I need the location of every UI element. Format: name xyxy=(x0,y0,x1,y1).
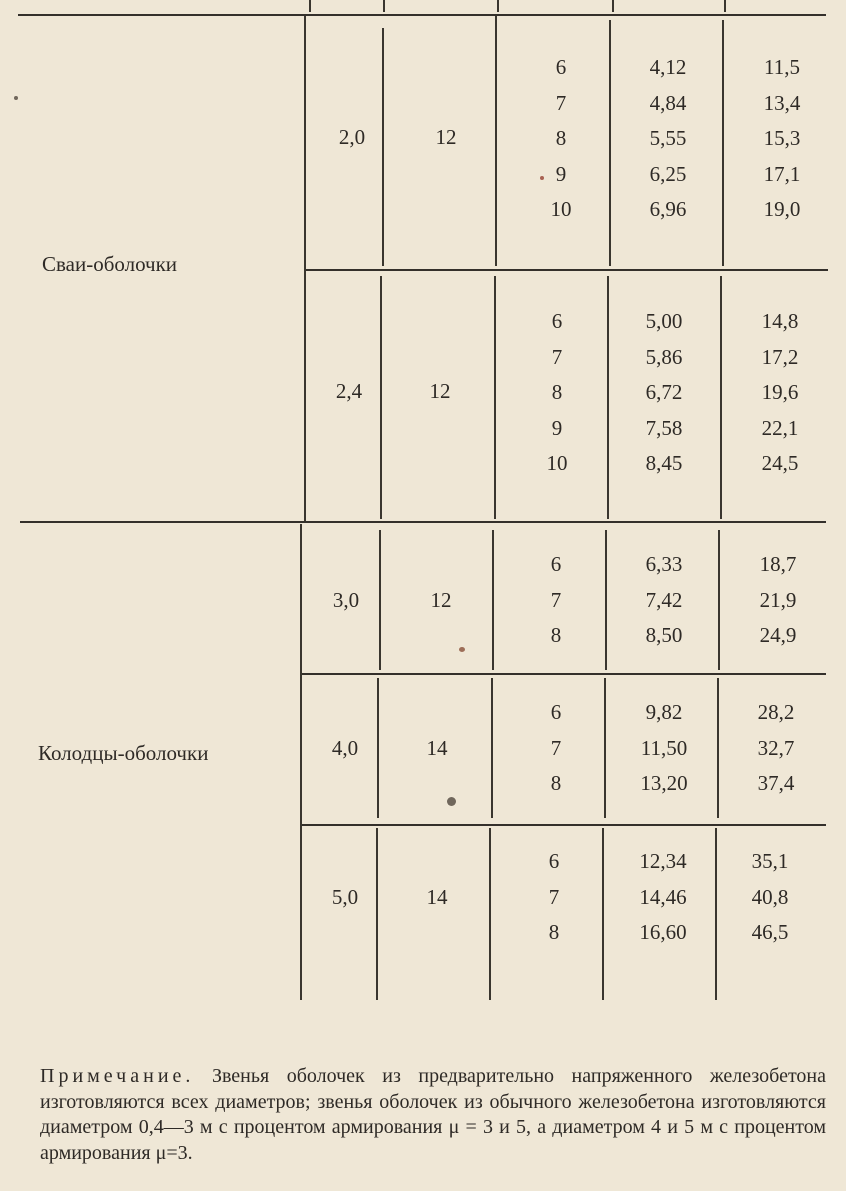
volume-column xyxy=(620,844,706,951)
footnote-text: Звенья оболочек из предварительно напряженного железобетона изготовляются всех диаметров; звенья оболочек из обычного железобетона изготовляются диаметром 0,4—3 м с процентом армирования μ = 3 и 5, а диаметром 4 и 5 м с процентом армирования μ=3. xyxy=(40,1065,827,1164)
column-rule xyxy=(604,678,606,818)
table-top-rule xyxy=(18,14,826,16)
volume-value: 5,00 xyxy=(645,309,683,333)
weight-value: 18,7 xyxy=(759,552,797,576)
weight-value: 40,8 xyxy=(751,884,789,909)
column-rule xyxy=(717,678,719,818)
length-value: 8 xyxy=(551,380,563,404)
volume-value: 6,25 xyxy=(649,161,687,186)
thickness-cell: 14 xyxy=(426,885,448,909)
column-rule xyxy=(605,530,607,670)
weight-column xyxy=(740,547,816,654)
volume-value: 12,34 xyxy=(639,849,687,873)
group-divider xyxy=(20,521,826,523)
column-rule xyxy=(722,20,724,266)
column-rule xyxy=(495,16,497,266)
length-value: 8 xyxy=(550,623,562,647)
column-rule xyxy=(715,828,717,1000)
header-stub xyxy=(383,0,385,12)
weight-value: 15,3 xyxy=(763,126,801,150)
length-value: 8 xyxy=(555,126,567,150)
column-rule xyxy=(382,28,384,266)
length-value: 6 xyxy=(551,309,563,333)
weight-value: 19,6 xyxy=(761,380,799,404)
weight-value: 35,1 xyxy=(751,849,789,873)
column-rule xyxy=(379,530,381,670)
weight-column xyxy=(744,50,820,228)
column-rule xyxy=(720,276,722,519)
thickness-cell: 12 xyxy=(435,125,457,149)
length-value: 8 xyxy=(548,920,560,944)
column-rule xyxy=(300,524,302,1000)
length-value: 8 xyxy=(550,771,562,795)
weight-value: 32,7 xyxy=(757,735,795,760)
length-value: 10 xyxy=(546,451,568,475)
weight-value: 21,9 xyxy=(759,587,797,612)
ink-speck xyxy=(14,96,18,100)
volume-value: 7,42 xyxy=(645,587,683,612)
diameter-cell: 5,0 xyxy=(331,885,359,909)
length-value: 6 xyxy=(555,55,567,79)
volume-value: 8,45 xyxy=(645,451,683,475)
weight-value: 28,2 xyxy=(757,700,795,724)
length-value: 9 xyxy=(551,415,563,440)
column-rule xyxy=(492,530,494,670)
length-value: 7 xyxy=(550,587,562,612)
thickness-cell: 12 xyxy=(429,379,451,403)
block-divider-2-4 xyxy=(306,269,828,271)
group-label: Колодцы-оболочки xyxy=(38,741,209,765)
column-rule xyxy=(609,20,611,266)
volume-value: 4,12 xyxy=(649,55,687,79)
length-column xyxy=(541,50,581,228)
length-value: 6 xyxy=(550,552,562,576)
column-rule xyxy=(304,16,306,521)
column-rule xyxy=(718,530,720,670)
ink-speck xyxy=(447,797,456,806)
thickness-cell: 12 xyxy=(430,588,452,612)
weight-value: 14,8 xyxy=(761,309,799,333)
volume-value: 6,96 xyxy=(649,197,687,221)
length-value: 9 xyxy=(555,161,567,186)
column-rule xyxy=(376,828,378,1000)
column-rule xyxy=(380,276,382,519)
weight-column xyxy=(738,695,814,802)
block-divider-4-0 xyxy=(302,673,826,675)
weight-value: 24,5 xyxy=(761,451,799,475)
thickness-cell: 14 xyxy=(426,736,448,760)
block-divider-5-0 xyxy=(302,824,826,826)
volume-column xyxy=(626,304,702,482)
header-stub xyxy=(309,0,311,12)
volume-value: 6,33 xyxy=(645,552,683,576)
weight-value: 37,4 xyxy=(757,771,795,795)
weight-value: 22,1 xyxy=(761,415,799,440)
volume-value: 4,84 xyxy=(649,90,687,115)
ink-speck xyxy=(540,176,544,180)
volume-column xyxy=(626,547,702,654)
length-value: 7 xyxy=(550,735,562,760)
length-value: 7 xyxy=(555,90,567,115)
volume-value: 5,86 xyxy=(645,344,683,369)
diameter-cell: 2,4 xyxy=(335,379,363,403)
length-column xyxy=(536,695,576,802)
volume-value: 8,50 xyxy=(645,623,683,647)
footnote xyxy=(40,1064,826,1166)
weight-column xyxy=(732,844,808,951)
volume-value: 7,58 xyxy=(645,415,683,440)
volume-column xyxy=(630,50,706,228)
diameter-cell: 4,0 xyxy=(331,736,359,760)
volume-value: 11,50 xyxy=(640,735,688,760)
length-value: 10 xyxy=(550,197,572,221)
column-rule xyxy=(602,828,604,1000)
diameter-cell: 3,0 xyxy=(332,588,360,612)
column-rule xyxy=(491,678,493,818)
length-value: 7 xyxy=(548,884,560,909)
volume-value: 14,46 xyxy=(639,884,687,909)
weight-value: 24,9 xyxy=(759,623,797,647)
weight-value: 17,2 xyxy=(761,344,799,369)
volume-value: 16,60 xyxy=(639,920,687,944)
weight-value: 13,4 xyxy=(763,90,801,115)
volume-value: 13,20 xyxy=(640,771,688,795)
length-column xyxy=(537,304,577,482)
weight-value: 17,1 xyxy=(763,161,801,186)
volume-value: 6,72 xyxy=(645,380,683,404)
length-value: 6 xyxy=(548,849,560,873)
ink-speck xyxy=(459,647,465,652)
diameter-cell: 2,0 xyxy=(338,125,366,149)
weight-column xyxy=(742,304,818,482)
column-rule xyxy=(489,828,491,1000)
column-rule xyxy=(494,276,496,519)
weight-value: 46,5 xyxy=(751,920,789,944)
group-label: Сваи-оболочки xyxy=(42,252,178,276)
length-value: 7 xyxy=(551,344,563,369)
weight-value: 19,0 xyxy=(763,197,801,221)
volume-column xyxy=(623,695,705,802)
weight-value: 11,5 xyxy=(764,55,800,79)
column-rule xyxy=(607,276,609,519)
header-stub xyxy=(724,0,726,12)
header-stub xyxy=(497,0,499,12)
length-value: 6 xyxy=(550,700,562,724)
column-rule xyxy=(377,678,379,818)
length-column xyxy=(536,547,576,654)
header-stub xyxy=(612,0,614,12)
volume-value: 9,82 xyxy=(645,700,683,724)
length-column xyxy=(534,844,574,951)
footnote-lead: Примечание. xyxy=(40,1065,195,1087)
volume-value: 5,55 xyxy=(649,126,687,150)
